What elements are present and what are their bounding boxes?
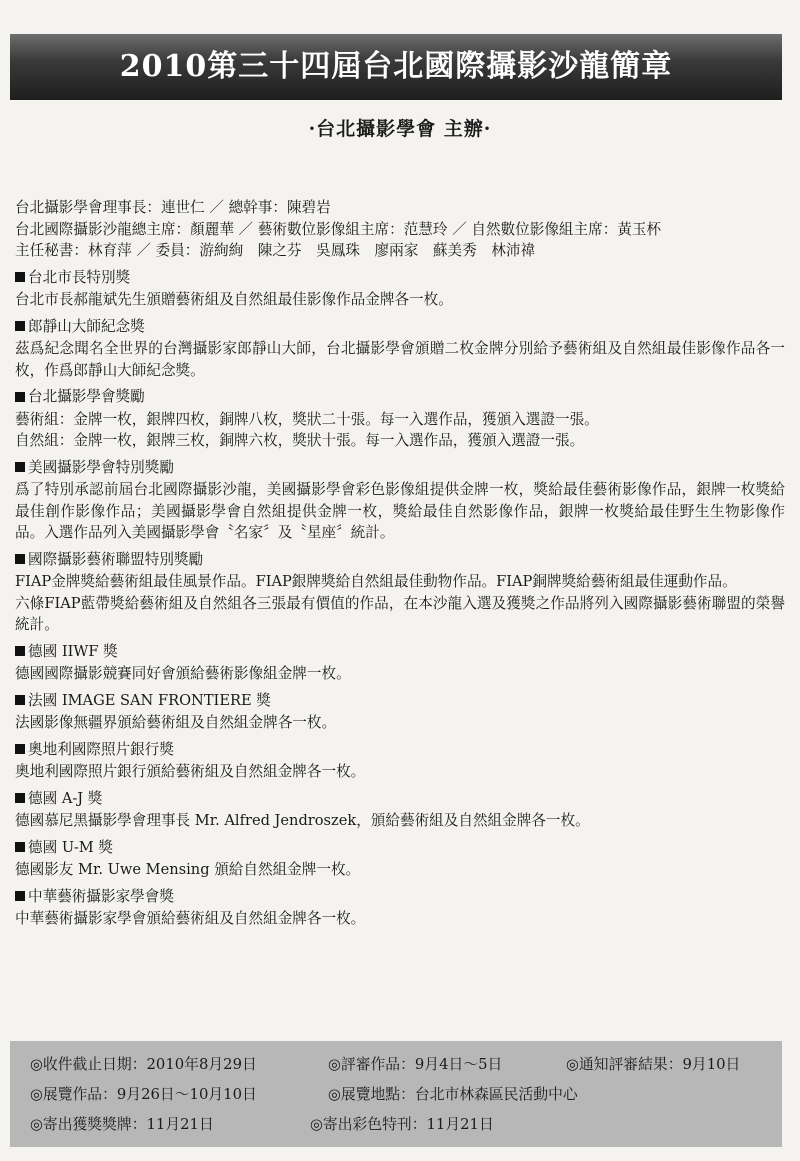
section-heading: [15, 837, 785, 859]
schedule-row: [10, 1053, 782, 1081]
section-text: 中華藝術攝影家學會頒給藝術組及自然組金牌各一枚。: [15, 910, 366, 927]
section-heading: [15, 788, 785, 810]
square-bullet-icon: [15, 554, 25, 564]
section-title: 美國攝影學會特別獎勵: [28, 458, 174, 476]
section-title: 法國 IMAGE SAN FRONTIERE 獎: [28, 691, 271, 709]
square-bullet-icon: [15, 272, 25, 282]
section-heading: [15, 316, 785, 338]
square-bullet-icon: [15, 392, 25, 402]
section-text: 六條FIAP藍帶獎給藝術組及自然組各三張最有價值的作品，在本沙龍入選及獲獎之作品將列入國際攝影藝術聯盟的榮譽統計。: [15, 594, 785, 633]
staff-line: 台北國際攝影沙龍總主席：顏麗華 ／ 藝術數位影像組主席：范慧玲 ／ 自然數位影像組主席：黃玉杯: [15, 220, 662, 238]
section-text: 德國國際攝影競賽同好會頒給藝術影像組金牌一枚。: [15, 665, 351, 682]
exhibit-date: ◎展覽作品：9月26日～10月10日: [30, 1086, 257, 1103]
award-section: [15, 457, 785, 544]
square-bullet-icon: [15, 462, 25, 472]
award-mail-date: ◎寄出獲獎獎牌：11月21日: [30, 1116, 214, 1133]
schedule-row: [10, 1083, 782, 1111]
award-section: [15, 386, 785, 452]
award-section: [15, 886, 785, 930]
catalog-mail-date: ◎寄出彩色特刊：11月21日: [310, 1116, 494, 1133]
square-bullet-icon: [15, 321, 25, 331]
section-text: 藝術組：金牌一枚，銀牌四枚，銅牌八枚，獎狀二十張。每一入選作品，獲頒入選證一張。: [15, 410, 599, 428]
section-text: 自然組：金牌一枚，銀牌三枚，銅牌六枚，獎狀十張。每一入選作品，獲頒入選證一張。: [15, 432, 585, 449]
square-bullet-icon: [15, 842, 25, 852]
section-text: 法國影像無疆界頒給藝術組及自然組金牌各一枚。: [15, 714, 337, 731]
schedule-box: [10, 1041, 782, 1147]
award-section: [15, 788, 785, 832]
section-title: 國際攝影藝術聯盟特別獎勵: [28, 550, 204, 568]
award-section: [15, 690, 785, 734]
section-heading: [15, 739, 785, 761]
square-bullet-icon: [15, 793, 25, 803]
staff-line: 主任秘書：林育萍 ／ 委員：游絢絢 陳之芬 吳鳳珠 廖兩家 蘇美秀 林沛禕: [15, 242, 536, 259]
page-title: 2010第三十四屆台北國際攝影沙龍簡章: [119, 49, 673, 84]
section-heading: [15, 641, 785, 663]
section-heading: [15, 267, 785, 289]
judging-date: ◎評審作品：9月4日～5日: [328, 1056, 503, 1073]
deadline-date: ◎收件截止日期：2010年8月29日: [30, 1056, 257, 1073]
section-title: 德國 IIWF 獎: [28, 642, 118, 660]
section-title: 中華藝術攝影家學會獎: [28, 887, 174, 905]
section-title: 台北攝影學會獎勵: [28, 388, 145, 405]
award-section: [15, 549, 785, 636]
section-title: 奧地利國際照片銀行獎: [28, 740, 174, 758]
section-text: 德國慕尼黑攝影學會理事長 Mr. Alfred Jendroszek，頒給藝術組及自然組金牌各一枚。: [15, 812, 590, 829]
section-title: 德國 A-J 獎: [28, 789, 103, 807]
staff-line: 台北攝影學會理事長：連世仁 ／ 總幹事：陳碧岩: [15, 199, 331, 216]
square-bullet-icon: [15, 646, 25, 656]
main-content: [15, 197, 785, 930]
section-heading: [15, 886, 785, 908]
square-bullet-icon: [15, 744, 25, 754]
section-text: 台北市長郝龍斌先生頒贈藝術組及自然組最佳影像作品金牌各一枚。: [15, 291, 453, 308]
award-section: [15, 739, 785, 783]
schedule-row: [10, 1113, 782, 1141]
section-text: 奧地利國際照片銀行頒給藝術組及自然組金牌各一枚。: [15, 763, 366, 780]
award-section: [15, 837, 785, 881]
notify-date: ◎通知評審結果：9月10日: [566, 1056, 741, 1073]
square-bullet-icon: [15, 891, 25, 901]
organizer-subtitle: ·台北攝影學會 主辦·: [308, 118, 492, 140]
section-heading: [15, 457, 785, 479]
section-text: 德國影友 Mr. Uwe Mensing 頒給自然組金牌一枚。: [15, 861, 361, 878]
title-banner: [10, 34, 782, 100]
section-heading: [15, 386, 785, 408]
section-title: 郎靜山大師紀念獎: [28, 317, 145, 335]
section-text: FIAP金牌獎給藝術組最佳風景作品。FIAP銀牌獎給自然組最佳動物作品。FIAP銅牌獎給藝術組最佳運動作品。: [15, 573, 737, 590]
award-section: [15, 316, 785, 382]
award-section: [15, 641, 785, 685]
section-text: 茲爲紀念聞名全世界的台灣攝影家郎靜山大師，台北攝影學會頒贈二枚金牌分別給予藝術組及自然組最佳影像作品各一枚，作爲郎靜山大師紀念獎。: [15, 340, 785, 379]
exhibit-venue: ◎展覽地點：台北市林森區民活動中心: [328, 1086, 578, 1103]
section-heading: [15, 690, 785, 712]
section-title: 德國 U-M 獎: [28, 838, 113, 856]
award-section: [15, 267, 785, 311]
square-bullet-icon: [15, 695, 25, 705]
section-heading: [15, 549, 785, 571]
section-text: 爲了特別承認前屆台北國際攝影沙龍，美國攝影學會彩色影像組提供金牌一枚，獎給最佳藝術影像作品，銀牌一枚獎給最佳創作影像作品；美國攝影學會自然組提供金牌一枚，獎給最佳自然影像作品，銀牌一枚獎給最佳野生生物影像作品。入選作品列入美國攝影學會〝名家〞及〝星座〞統計。: [15, 481, 785, 541]
section-title: 台北市長特別獎: [28, 268, 131, 286]
